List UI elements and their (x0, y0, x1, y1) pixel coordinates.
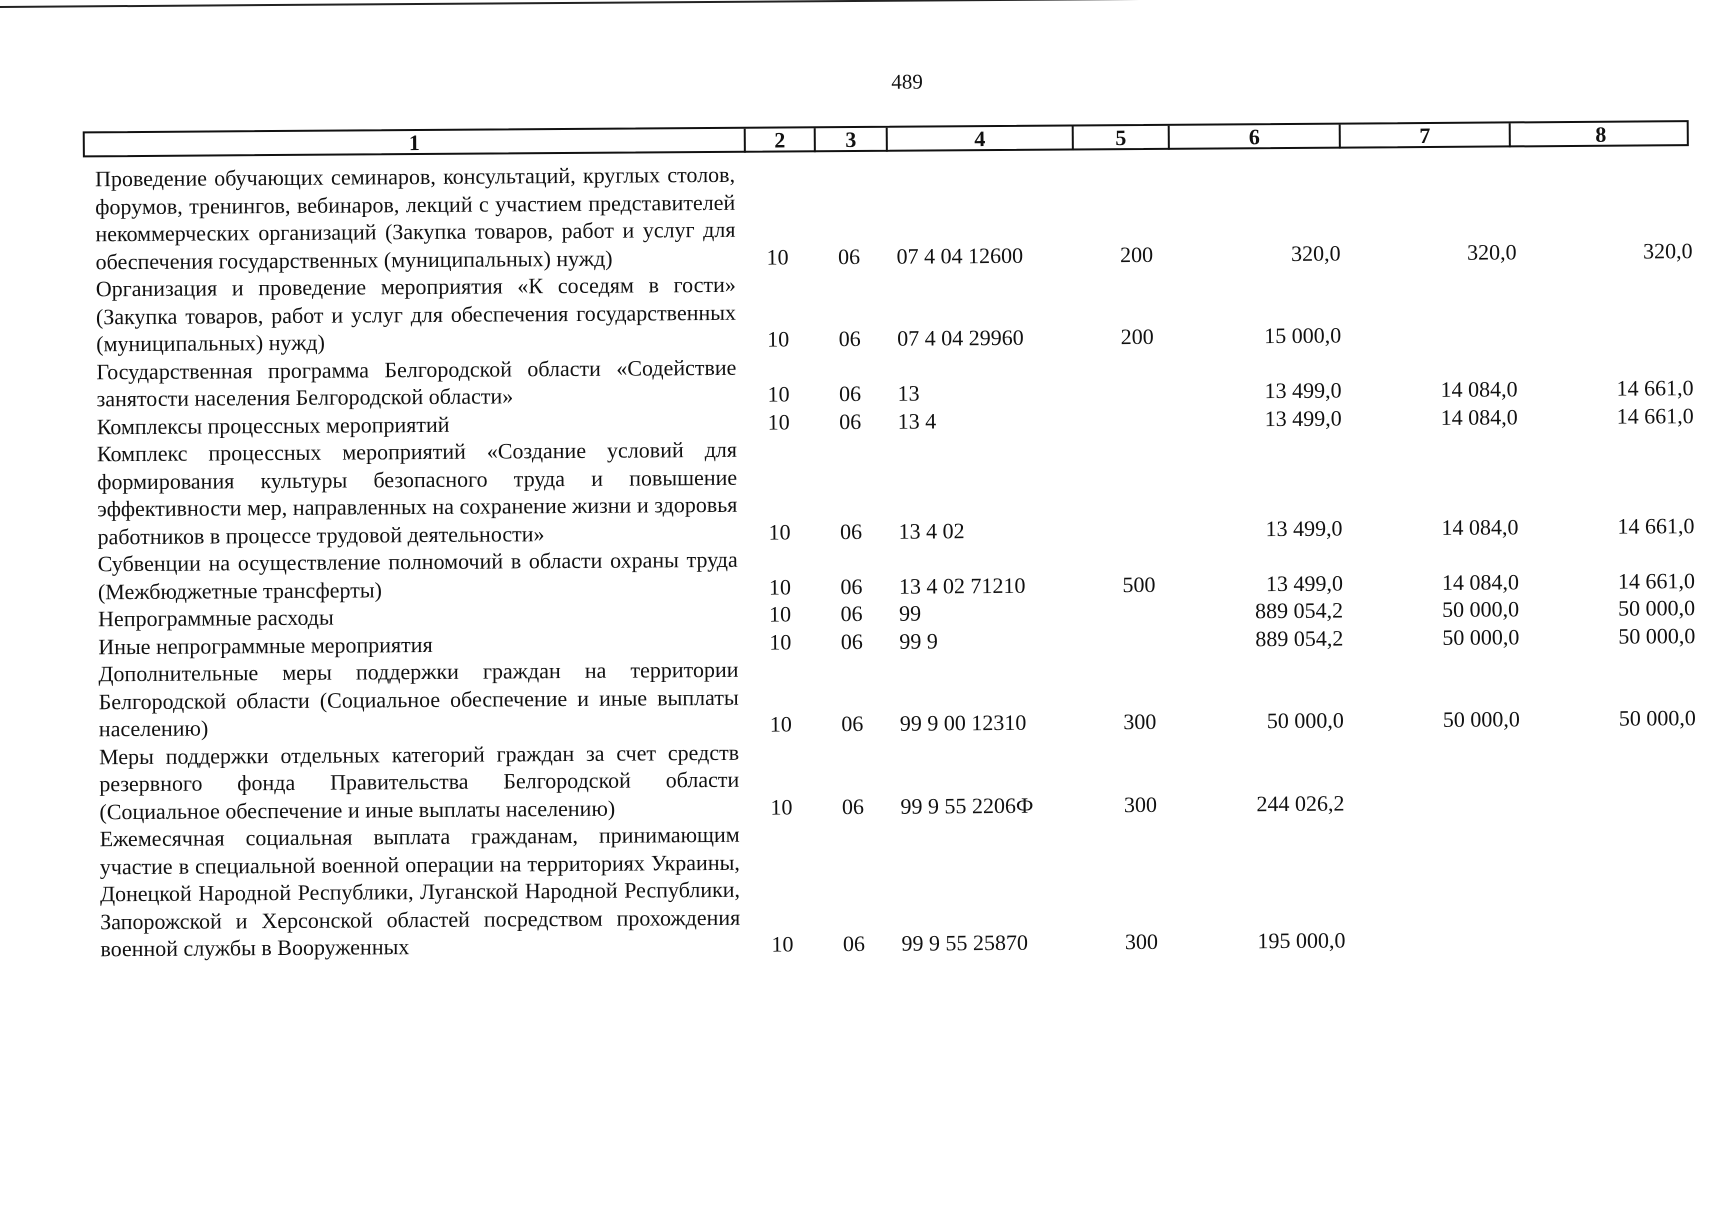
row-section: 10 (767, 381, 790, 407)
column-header-1: 1 (408, 130, 420, 156)
row-description: Непрограммные расходы (98, 604, 334, 632)
column-header-2: 2 (744, 128, 814, 152)
row-section: 10 (769, 711, 792, 737)
row-amount-year-3: 50 000,0 (1618, 622, 1696, 649)
row-description: Ежемесячная социальная выплата гражданам, принимающим участие в специальной военной операции на территориях Украины, Донецкой Народной Республики, Луганской Народной Республики, Запорожской и Херсонской областей посредством прохождения военной службы в Вооруженных (99, 821, 741, 962)
row-amount-year-1: 13 499,0 (1265, 515, 1343, 541)
row-section: 10 (767, 408, 790, 435)
row-amount-year-1: 244 026,2 (1256, 790, 1345, 816)
row-amount-year-3: 50 000,0 (1617, 595, 1696, 621)
table-row (96, 264, 1697, 358)
row-amount-year-2: 50 000,0 (1441, 596, 1520, 622)
table-header (83, 120, 1689, 157)
row-amount-year-1: 320,0 (1291, 240, 1341, 266)
row-target-code: 13 (897, 380, 920, 406)
row-amount-year-3: 320,0 (1642, 237, 1693, 263)
row-description: Государственная программа Белгородской области «Содействие занятости населения Белгородской области» (96, 354, 737, 412)
row-subsection: 06 (841, 793, 865, 819)
row-subsection: 06 (840, 573, 863, 599)
row-amount-year-2: 50 000,0 (1442, 706, 1520, 732)
table-row (98, 649, 1699, 743)
row-amount-year-2 (1345, 953, 1521, 954)
row-amount-year-2: 14 084,0 (1440, 403, 1518, 430)
row-section: 10 (769, 601, 792, 627)
column-header-4: 4 (886, 126, 1072, 151)
row-target-code: 99 (899, 600, 922, 626)
page-number: 489 (891, 69, 923, 94)
row-subsection: 06 (839, 518, 863, 544)
row-subsection: 06 (838, 380, 862, 407)
table-row (99, 732, 1700, 826)
row-description: Дополнительные меры поддержки граждан на территории Белгородской области (Социальное обеспечение и иные выплаты населению) (98, 656, 739, 742)
column-header-6: 6 (1168, 125, 1339, 150)
row-amount-year-1: 50 000,0 (1266, 707, 1344, 734)
row-target-code: 99 9 55 2206Ф (900, 792, 1034, 819)
table-row (100, 814, 1701, 963)
scan-edge-line (0, 0, 1706, 8)
row-amount-year-3: 14 661,0 (1617, 512, 1695, 539)
column-header-5: 5 (1072, 126, 1168, 151)
row-subsection: 06 (840, 628, 863, 654)
row-description: Меры поддержки отдельных категорий граждан за счет средств резервного фонда Правительства Белгородской области (Социальное обеспечение и иные выплаты населению) (98, 739, 740, 824)
row-description: Комплекс процессных мероприятий «Создание условий для формирования культуры безопасного труда и повышение эффективности мер, направленных на сохранение жизни и здоровья работников в процессе трудовой деятельности» (96, 436, 738, 549)
row-subsection: 06 (838, 243, 861, 269)
row-section: 10 (768, 573, 791, 600)
row-amount-year-1: 13 499,0 (1265, 570, 1343, 596)
row-amount-year-1: 13 499,0 (1264, 377, 1342, 404)
row-section: 10 (769, 628, 792, 655)
row-subsection: 06 (838, 325, 861, 352)
row-subsection: 06 (840, 600, 863, 627)
row-amount-year-3: 14 661,0 (1616, 402, 1694, 429)
column-header-3: 3 (814, 128, 886, 153)
row-amount-year-2: 14 084,0 (1441, 513, 1519, 540)
row-amount-year-3 (1521, 952, 1697, 953)
row-amount-year-3: 14 661,0 (1617, 567, 1695, 594)
row-amount-year-1: 889 054,2 (1255, 625, 1344, 651)
row-amount-year-1: 889 054,2 (1254, 597, 1344, 624)
row-amount-year-2: 320,0 (1466, 238, 1517, 265)
row-subsection: 06 (842, 930, 865, 957)
row-description: Субвенции на осуществление полномочий в области охраны труда (Межбюджетные трансферты) (97, 546, 738, 604)
row-expense-type: 300 (1124, 928, 1158, 955)
row-target-code: 99 9 (899, 627, 938, 654)
row-description: Проведение обучающих семинаров, консультаций, круглых столов, форумов, тренингов, вебинаров, лекций с участием представителей некоммерческих организаций (Закупка товаров, работ и услуг для обеспечения государственных (муниципальных) нужд) (94, 161, 736, 274)
row-expense-type: 500 (1122, 571, 1156, 597)
row-description: Комплексы процессных мероприятий (96, 411, 450, 439)
column-header-7: 7 (1339, 123, 1509, 148)
row-target-code: 99 9 00 12310 (899, 709, 1027, 736)
row-subsection: 06 (839, 408, 862, 434)
row-target-code: 07 4 04 29960 (897, 324, 1024, 351)
row-expense-type: 300 (1123, 791, 1158, 817)
row-amount-year-1: 195 000,0 (1257, 927, 1346, 954)
row-amount-year-2: 14 084,0 (1440, 376, 1518, 402)
table-row (97, 429, 1698, 550)
row-section: 10 (768, 518, 791, 545)
row-amount-year-3: 14 661,0 (1616, 375, 1694, 401)
row-expense-type: 200 (1120, 241, 1154, 267)
row-expense-type: 200 (1120, 323, 1154, 350)
row-subsection: 06 (841, 710, 864, 737)
row-amount-year-1: 13 499,0 (1264, 405, 1342, 431)
row-amount-year-1: 15 000,0 (1264, 322, 1342, 349)
row-expense-type: 300 (1123, 708, 1157, 735)
row-section: 10 (767, 326, 790, 352)
table-row (95, 154, 1696, 275)
row-section: 10 (771, 931, 794, 957)
row-description: Организация и проведение мероприятия «К соседям в гости» (Закупка товаров, работ и услуг для обеспечения государственных (муниципальных) нужд) (95, 271, 737, 357)
row-amount-year-2: 50 000,0 (1442, 623, 1520, 650)
row-target-code: 13 4 02 (898, 517, 965, 544)
row-description: Иные непрограммные мероприятия (98, 631, 433, 659)
row-section: 10 (770, 793, 793, 820)
row-target-code: 99 9 55 25870 (901, 929, 1028, 956)
row-target-code: 13 4 02 71210 (898, 572, 1026, 599)
row-target-code: 13 4 (897, 407, 937, 434)
row-section: 10 (766, 243, 789, 270)
row-amount-year-3: 50 000,0 (1618, 705, 1696, 731)
row-target-code: 07 4 04 12600 (896, 242, 1024, 269)
column-header-8: 8 (1509, 122, 1691, 147)
table-body (95, 154, 1701, 963)
row-amount-year-2: 14 084,0 (1441, 568, 1519, 595)
